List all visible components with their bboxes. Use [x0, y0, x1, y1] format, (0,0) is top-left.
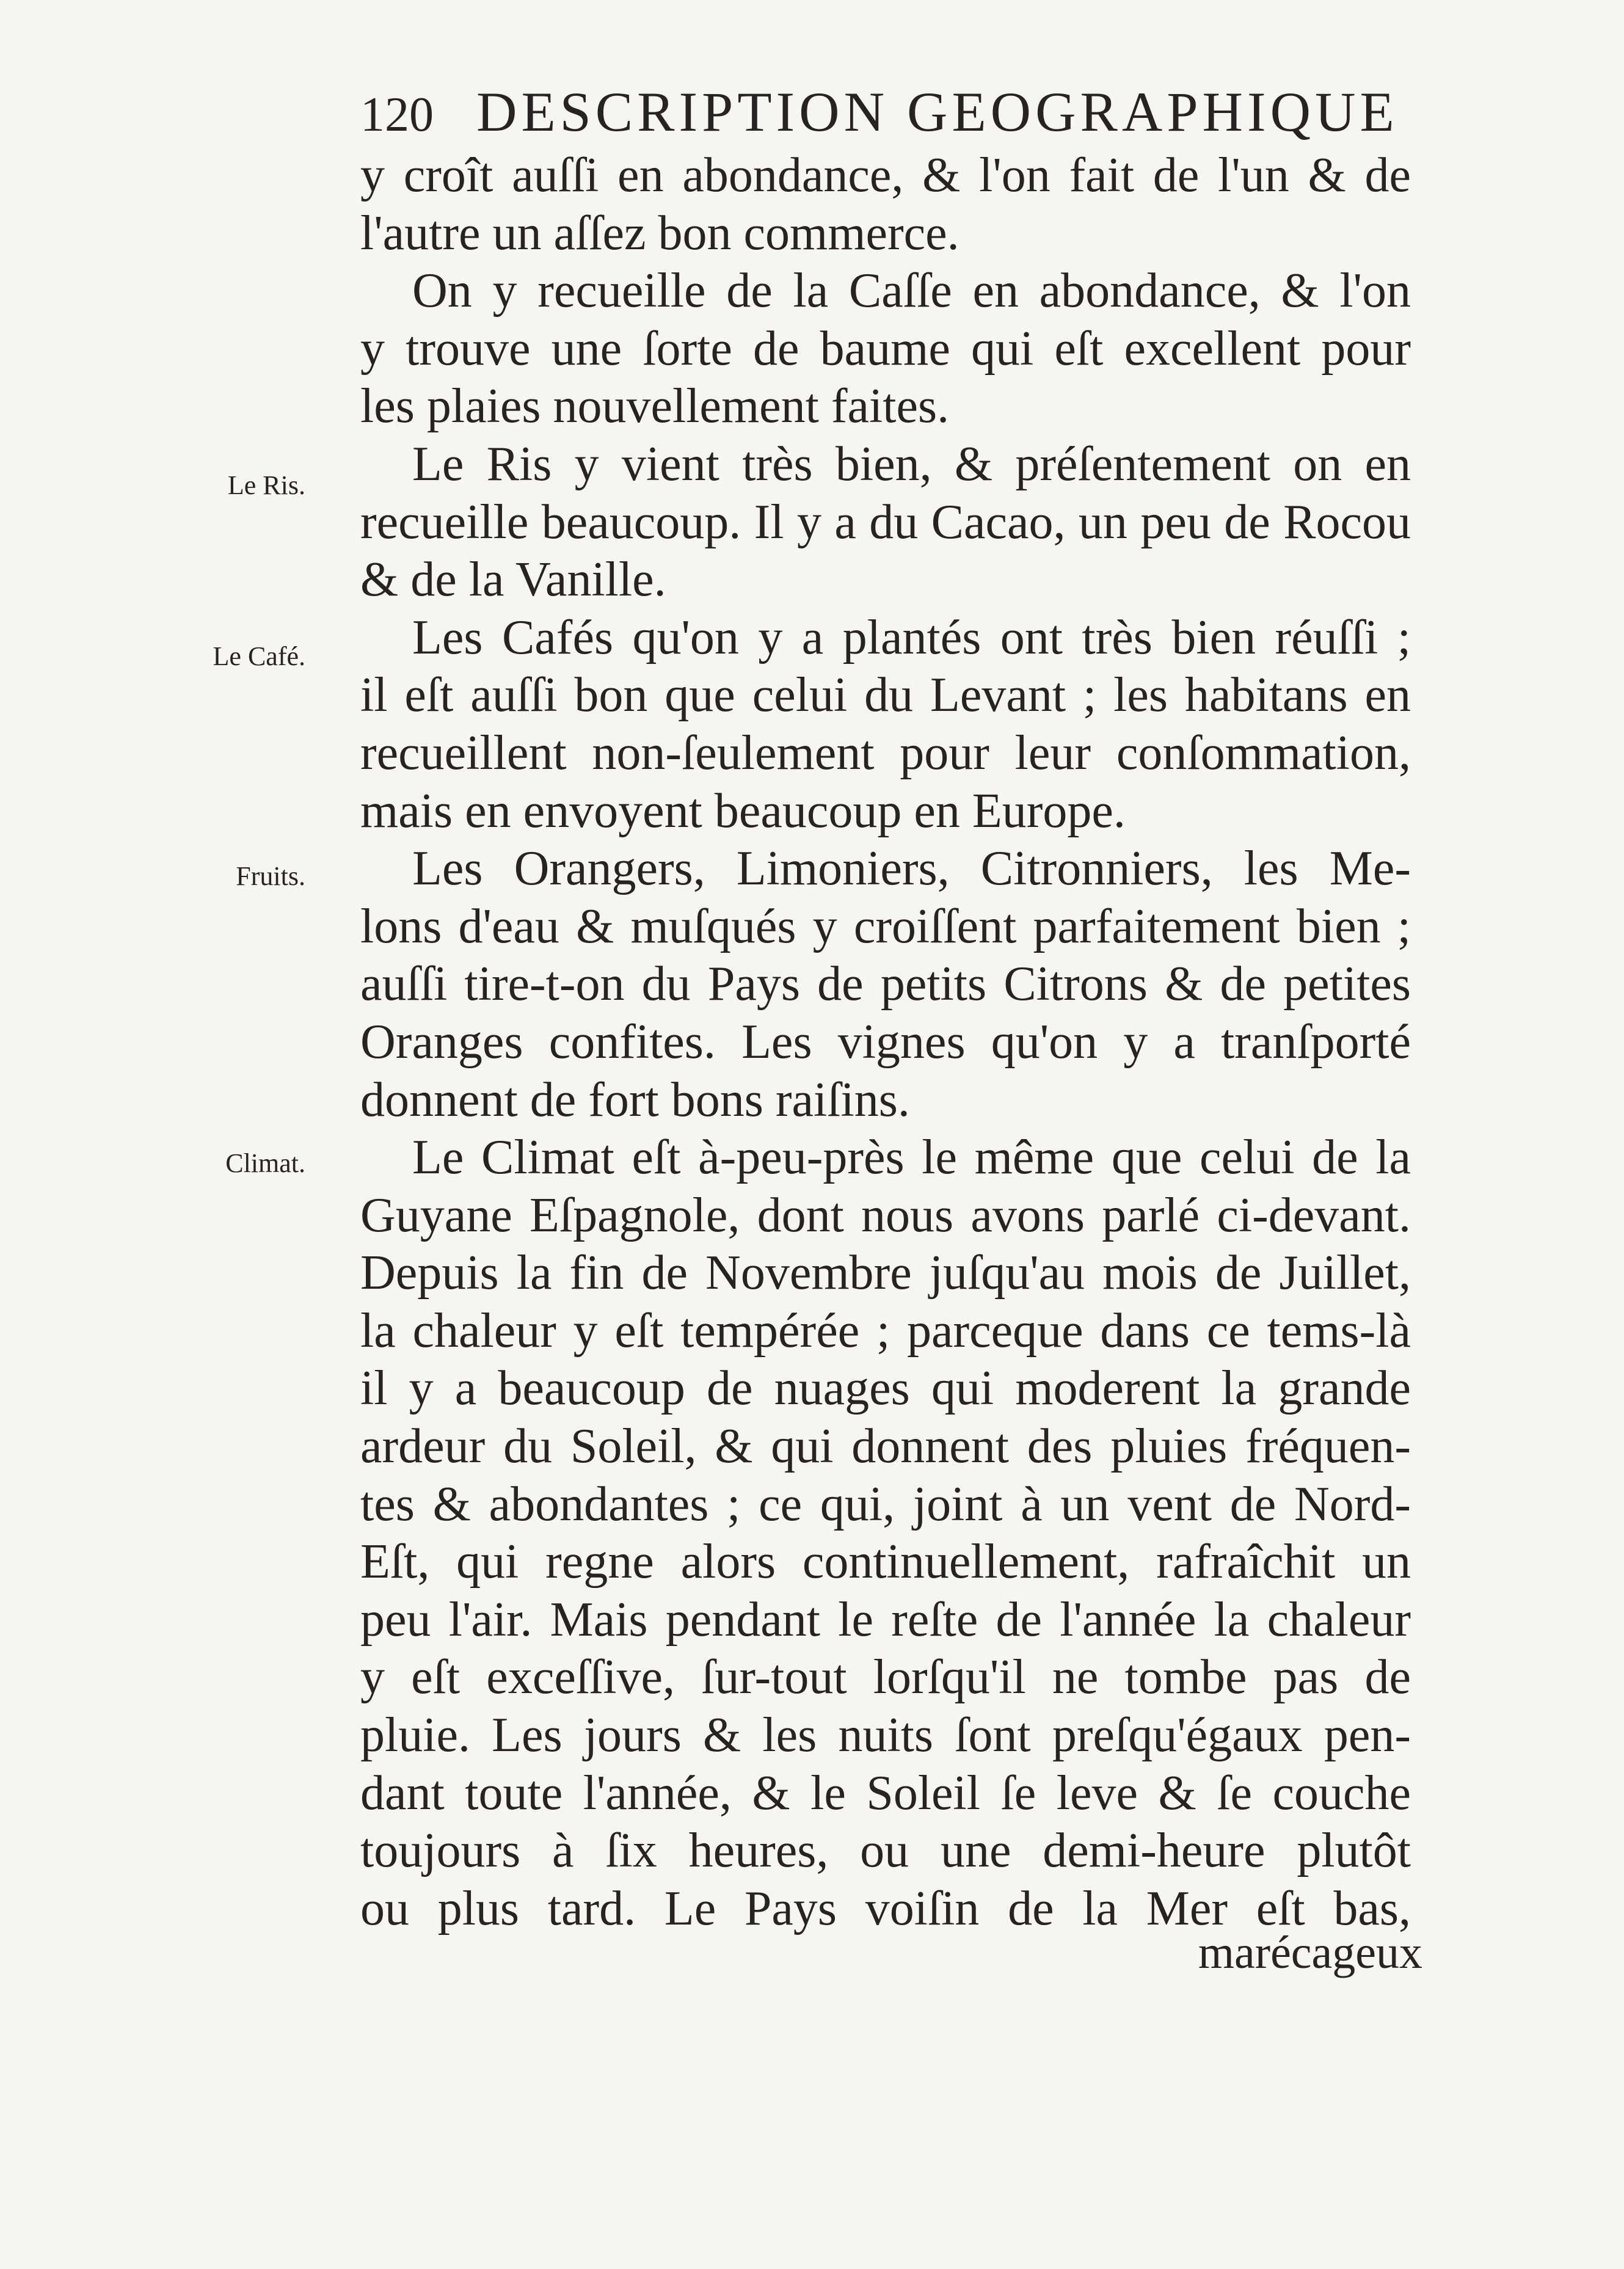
text-line: recueille beaucoup. Il y a du Cacao, un peu de Rocou — [360, 495, 1411, 549]
text-line: y eſt exceſſive, ſur-tout lorſqu'il ne tombe pas de — [360, 1650, 1411, 1705]
text-line: ardeur du Soleil, & qui donnent des pluies fréquen- — [360, 1419, 1411, 1474]
text-line: il y a beaucoup de nuages qui moderent la grande — [360, 1361, 1411, 1416]
text-line: Les Orangers, Limoniers, Citronniers, les Me- — [412, 842, 1411, 896]
text-line: la chaleur y eſt tempérée ; parceque dans ce tems-là — [360, 1303, 1411, 1358]
text-line: y trouve une ſorte de baume qui eſt excellent pour — [360, 321, 1411, 376]
running-title: DESCRIPTION GEOGRAPHIQUE — [476, 81, 1399, 143]
text-line: & de la Vanille. — [360, 553, 666, 607]
text-line: les plaies nouvellement faites. — [360, 379, 950, 434]
text-line: y croît auſſi en abondance, & l'on fait de l'un & de — [360, 148, 1411, 202]
text-line: auſſi tire-t-on du Pays de petits Citrons & de petites — [360, 957, 1411, 1011]
text-line: Oranges confites. Les vignes qu'on y a tranſporté — [360, 1014, 1411, 1069]
text-line: Eſt, qui regne alors continuellement, rafraîchit un — [360, 1535, 1411, 1589]
text-line: Les Cafés qu'on y a plantés ont très bien réuſſi ; — [412, 610, 1411, 665]
text-line: On y recueille de la Caſſe en abondance, & l'on — [412, 264, 1411, 318]
text-line: dant toute l'année, & le Soleil ſe leve & ſe couche — [360, 1766, 1411, 1820]
text-line: Guyane Eſpagnole, dont nous avons parlé ci-devant. — [360, 1188, 1411, 1242]
text-line: Le Climat eſt à-peu-près le même que celui de la — [412, 1131, 1411, 1185]
text-line: toujours à ſix heures, ou une demi-heure plutôt — [360, 1824, 1411, 1878]
catchword: marécageux — [1198, 1927, 1422, 1978]
margin-note-ris: Le Ris. — [227, 470, 305, 500]
text-line: il eſt auſſi bon que celui du Levant ; les habitans en — [360, 668, 1411, 723]
text-line: pluie. Les jours & les nuits ſont preſqu'égaux pen- — [360, 1708, 1411, 1763]
text-line: mais en envoyent beaucoup en Europe. — [360, 784, 1126, 838]
text-line: l'autre un aſſez bon commerce. — [360, 206, 959, 260]
text-line: Le Ris y vient très bien, & préſentement on en — [412, 437, 1411, 491]
text-line: tes & abondantes ; ce qui, joint à un vent de Nord- — [360, 1477, 1411, 1531]
text-line: peu l'air. Mais pendant le reſte de l'année la chaleur — [360, 1592, 1411, 1647]
text-line: donnent de fort bons raiſins. — [360, 1073, 910, 1127]
text-line: Depuis la fin de Novembre juſqu'au mois de Juillet, — [360, 1246, 1411, 1300]
page-number: 120 — [360, 88, 434, 142]
margin-note-climat: Climat. — [225, 1148, 305, 1178]
running-head — [360, 78, 1435, 148]
margin-note-fruits: Fruits. — [236, 861, 305, 891]
text-line: ou plus tard. Le Pays voiſin de la Mer eſt bas, — [360, 1881, 1411, 1936]
text-line: recueillent non-ſeulement pour leur conſommation, — [360, 726, 1411, 780]
margin-note-cafe: Le Café. — [213, 641, 305, 671]
text-line: lons d'eau & muſqués y croiſſent parfaitement bien ; — [360, 899, 1411, 953]
body-text — [360, 147, 1411, 1937]
